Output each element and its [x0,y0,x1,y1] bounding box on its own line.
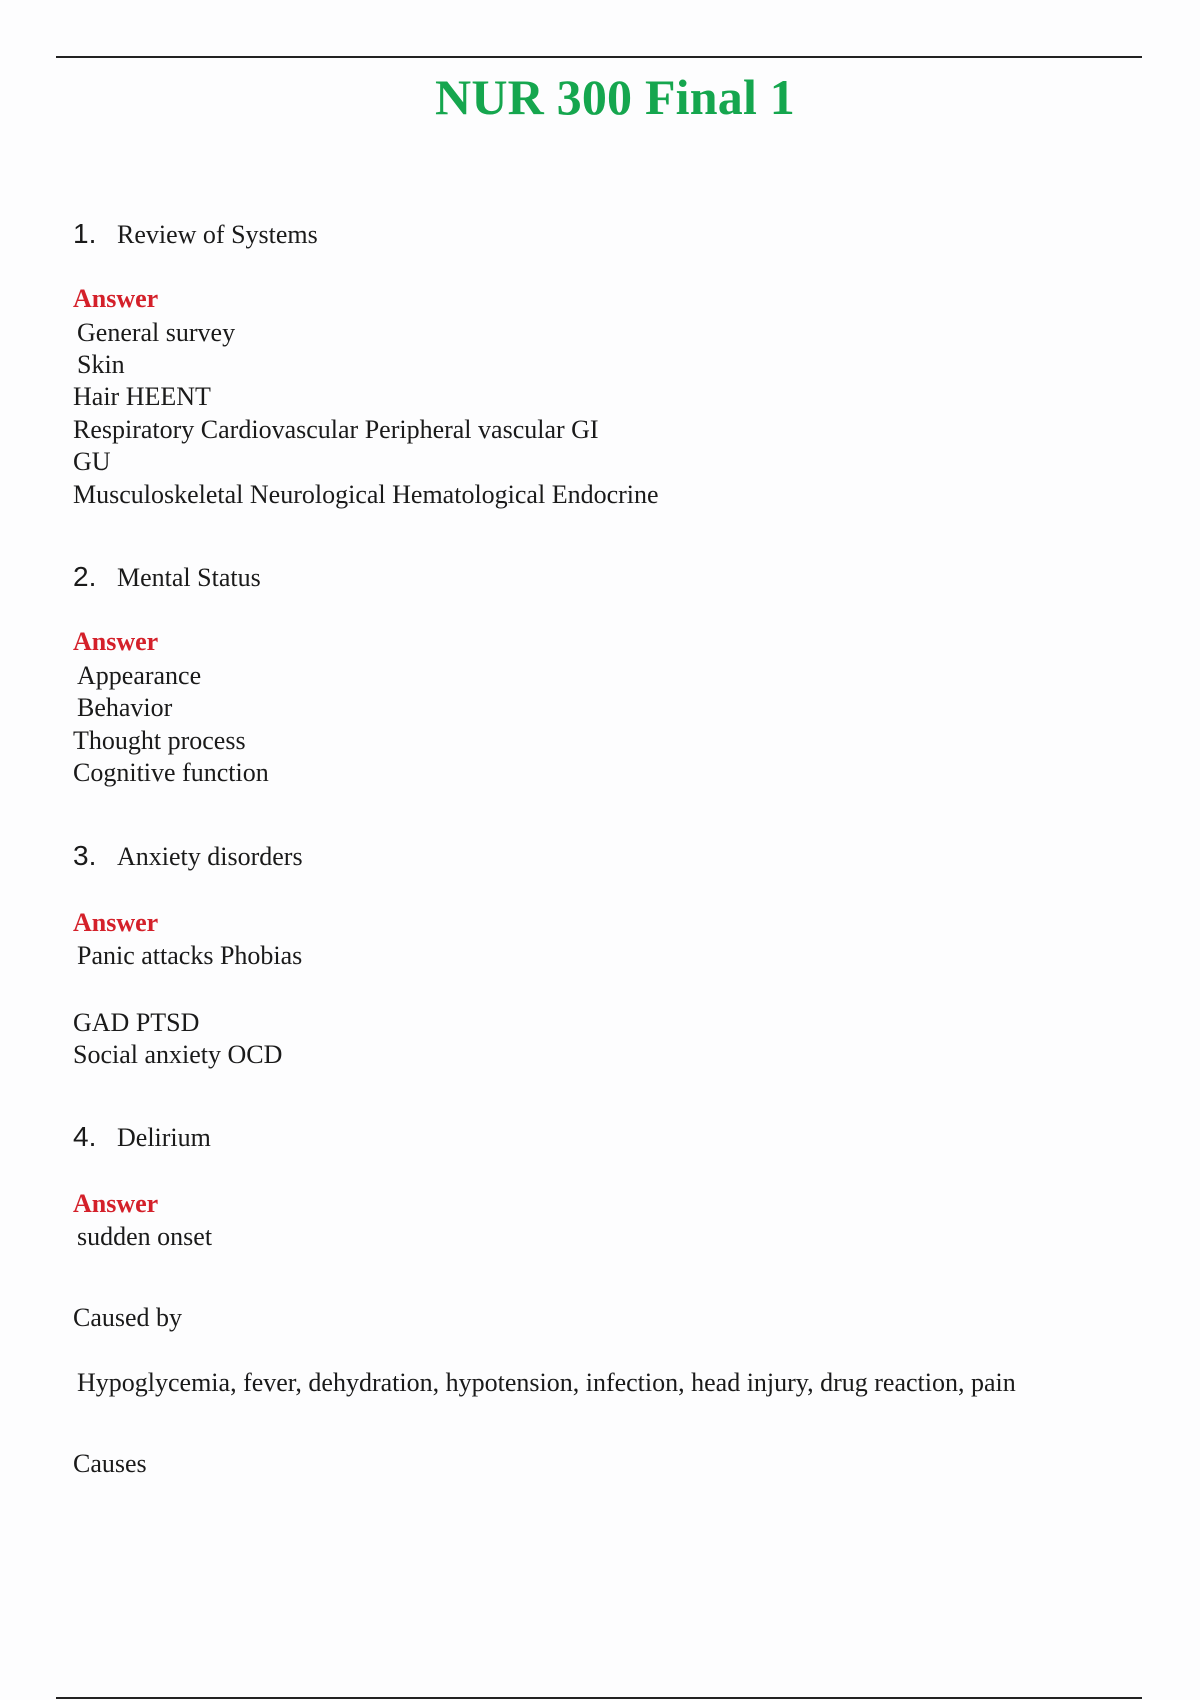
question-3 [73,840,1153,872]
answer-line: Caused by [73,1303,183,1332]
answer-line: Respiratory Cardiovascular Peripheral vascular GI [73,415,599,444]
question-2 [73,561,1153,593]
answer-label: Answer [73,908,159,937]
question-text: Anxiety disorders [117,842,303,871]
answer-line: Hair HEENT [73,382,211,411]
answer-line: GAD PTSD [73,1008,200,1037]
question-text: Review of Systems [117,220,318,249]
question-number: 4. [73,1121,97,1152]
answer-line: Thought process [73,726,246,755]
answer-line: Behavior [77,693,173,722]
answer-line: Social anxiety OCD [73,1040,283,1069]
question-1 [73,218,1153,250]
answer-line: Causes [73,1449,147,1478]
answer-line: Skin [77,350,125,379]
question-text: Delirium [117,1123,211,1152]
answer-line: GU [73,447,111,476]
question-number: 3. [73,840,97,871]
bottom-rule [56,1697,1142,1699]
answer-line: Hypoglycemia, fever, dehydration, hypotension, infection, head injury, drug reaction, pain [77,1368,1016,1397]
answer-label: Answer [73,627,159,656]
answer-line: Panic attacks Phobias [77,941,303,970]
answer-line: Musculoskeletal Neurological Hematological Endocrine [73,480,659,509]
answer-line: sudden onset [77,1222,213,1251]
answer-label: Answer [73,1189,159,1218]
question-4 [73,1121,1153,1153]
question-number: 1. [73,218,97,249]
page-title: NUR 300 Final 1 [435,69,795,125]
question-text: Mental Status [117,563,261,592]
question-number: 2. [73,561,97,592]
answer-line: Appearance [77,661,202,690]
top-rule [56,56,1142,58]
answer-line: Cognitive function [73,758,269,787]
answer-line: General survey [77,318,236,347]
answer-label: Answer [73,284,159,313]
